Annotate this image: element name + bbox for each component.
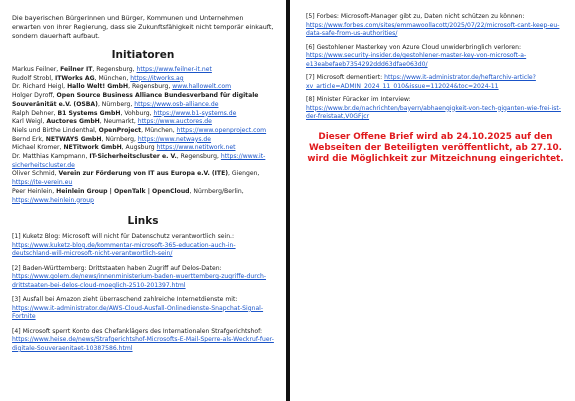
initiators-list bbox=[12, 66, 274, 205]
initiator-location: , Regensburg, bbox=[176, 153, 221, 161]
initiator-link[interactable]: https://www.it-sicherheitscluster.de bbox=[12, 153, 266, 169]
reference-link[interactable]: https://www.br.de/nachrichten/bayern/abhaengigkeit-von-tech-giganten-wie-frei-ist-der-freistaat,V0GFjcr bbox=[306, 104, 561, 120]
initiator-person: Bernd Erk, bbox=[12, 135, 46, 143]
references-right bbox=[306, 13, 565, 122]
initiator-location: , Nürnberg, bbox=[97, 100, 135, 108]
right-page bbox=[292, 0, 575, 401]
publication-notice: Dieser Offene Brief wird ab 24.10.2025 auf den Webseiten der Beteiligten veröffentlicht, ab 27.10. wird die Möglichkeit zur Mitzeichnung eingerichtet. bbox=[307, 131, 564, 164]
initiator-link[interactable]: https://www.auctores.de bbox=[137, 118, 212, 126]
initiator-person: Markus Feilner, bbox=[12, 66, 61, 73]
initiator-location: , Regensburg, bbox=[92, 66, 137, 73]
references-left bbox=[12, 233, 274, 353]
initiator-location: , Vohburg, bbox=[120, 109, 154, 117]
initiator-entry bbox=[12, 118, 274, 127]
initiator-link[interactable]: www.hallowelt.com bbox=[172, 83, 232, 91]
initiator-entry bbox=[12, 75, 274, 84]
reference-link[interactable]: https://www.heise.de/news/Strafgerichtshof-Microsofts-E-Mail-Sperre-als-Weckruf-fuer-digitale-Souveraenitaet-10387586.html bbox=[12, 336, 274, 352]
initiator-person: Dr. Richard Heigl, bbox=[12, 83, 68, 91]
reference-link[interactable]: https://www.it-administrator.de/heftarchiv-article?xv_article=ADMIN_2024_11_010&issue=112024&toc=2024-11 bbox=[306, 74, 536, 90]
initiator-org: Verein zur Förderung von IT aus Europa e.V. (ITE) bbox=[58, 170, 229, 178]
initiator-entry bbox=[12, 188, 274, 205]
reference-entry bbox=[306, 74, 565, 91]
reference-link[interactable]: https://www.forbes.com/sites/emmawoollacott/2025/07/22/microsoft-cant-keep-eu-data-safe-from-us-authorities/ bbox=[306, 21, 560, 37]
reference-link[interactable]: https://www.security-insider.de/gestohlener-master-key-von-microsoft-a-e13eabefaeb7354292ddd63dfae063d0/ bbox=[306, 52, 527, 68]
initiator-entry bbox=[12, 66, 274, 75]
initiator-person: Peer Heinlein, bbox=[12, 187, 57, 195]
initiator-person: Ralph Dehner, bbox=[12, 109, 58, 117]
initiator-org: Heinlein Group | OpenTalk | OpenCloud bbox=[56, 187, 190, 195]
initiator-entry bbox=[12, 127, 274, 136]
initiator-location: , Nürnberg, bbox=[101, 135, 138, 143]
initiator-person: Karl Weigl, bbox=[12, 118, 47, 126]
initiator-entry bbox=[12, 92, 274, 109]
reference-link[interactable]: https://www.golem.de/news/innenministerium-baden-wuerttemberg-zugriffe-durch-drittstaaten-bei-delos-cloud-moeglich-2510-201397.html bbox=[12, 273, 267, 289]
reference-title: [7] Microsoft dementiert: bbox=[306, 74, 385, 81]
initiator-location: , München, bbox=[141, 126, 177, 134]
initiator-entry bbox=[12, 153, 274, 170]
intro-paragraph: Die bayerischen Bürgerinnen und Bürger, Kommunen und Unternehmen erwarten von ihrer Regierung, dass sie Zukunftsfähigkeit nicht temporär einkauft, sondern dauerhaft aufbaut. bbox=[12, 14, 274, 40]
reference-entry bbox=[12, 233, 274, 259]
reference-title: [6] Gestohlener Masterkey von Azure Cloud unwiderbringlich verloren: bbox=[306, 43, 522, 51]
initiator-link[interactable]: https://www.feilner-it.net bbox=[136, 66, 212, 73]
reference-entry bbox=[306, 96, 565, 122]
initiator-link[interactable]: https://ite-verein.eu bbox=[12, 179, 73, 187]
initiator-person: Rudolf Strobl, bbox=[12, 74, 55, 82]
reference-title: [4] Microsoft sperrt Konto des Chefanklägers des Internationalen Strafgerichtshof: bbox=[12, 327, 263, 335]
initiator-location: , Giengen, bbox=[228, 170, 260, 178]
reference-title: [1] Kuketz Blog: Microsoft will nicht für Datenschutz verantwortlich sein.: bbox=[12, 233, 235, 241]
left-page bbox=[0, 0, 284, 401]
initiator-org: Feilner IT bbox=[60, 66, 93, 73]
initiator-link[interactable]: https://www.b1-systems.de bbox=[153, 109, 237, 117]
initiator-entry bbox=[12, 170, 274, 187]
reference-entry bbox=[12, 265, 274, 291]
initiator-org: B1 Systems GmbH bbox=[57, 109, 121, 117]
initiator-location: , Nürnberg/Berlin, bbox=[189, 187, 244, 195]
initiator-location: , Neumarkt, bbox=[99, 118, 138, 126]
initiator-org: Hallo Welt! GmbH bbox=[67, 83, 129, 91]
initiator-location: , München, bbox=[94, 74, 131, 82]
reference-entry bbox=[306, 13, 565, 39]
reference-link[interactable]: https://www.it-administrator.de/AWS-Cloud-Ausfall-Onlinedienste-Snapchat-Signal-Fortnite bbox=[12, 304, 264, 321]
initiator-link[interactable]: https://www.openproject.com bbox=[176, 126, 267, 134]
reference-entry bbox=[12, 328, 274, 354]
initiator-link[interactable]: https://www.netitwork.net bbox=[156, 144, 236, 152]
reference-title: [3] Ausfall bei Amazon zieht überraschend zahlreiche Internetdienste mit: bbox=[12, 296, 238, 304]
initiator-link[interactable]: https://www.netways.de bbox=[137, 135, 212, 143]
initiators-heading: Initiatoren bbox=[111, 49, 175, 61]
reference-title: [2] Baden-Württemberg: Drittstaaten haben Zugriff auf Delos-Daten: bbox=[12, 264, 222, 272]
initiator-link[interactable]: https://www.heinlein.group bbox=[12, 196, 94, 204]
links-heading: Links bbox=[127, 215, 159, 228]
initiator-person: Michael Kromer, bbox=[12, 144, 64, 152]
initiator-org: NETWAYS GmbH bbox=[45, 135, 102, 143]
initiator-entry bbox=[12, 83, 274, 92]
initiator-link[interactable]: https://itworks.ag bbox=[130, 74, 184, 82]
initiator-org: OpenProject bbox=[98, 126, 142, 134]
reference-entry bbox=[306, 44, 565, 70]
initiator-org: IT-Sicherheitscluster e. V. bbox=[89, 153, 177, 161]
reference-link[interactable]: https://www.kuketz-blog.de/kommentar-microsoft-365-education-auch-in-deutschland-will-microsoft-nicht-verantwortlich-sein/ bbox=[12, 241, 236, 258]
initiator-person: Oliver Schmid, bbox=[12, 170, 59, 178]
reference-entry bbox=[12, 296, 274, 322]
initiator-person: Dr. Matthias Kampmann, bbox=[12, 153, 90, 161]
initiator-org: Auctores GmbH bbox=[46, 118, 100, 126]
initiator-location: , Regensburg, bbox=[128, 83, 173, 91]
initiator-org: NETitwork GmbH bbox=[63, 144, 122, 152]
initiator-link[interactable]: https://www.osb-alliance.de bbox=[134, 100, 219, 108]
initiator-person: Niels und Birthe Lindenthal, bbox=[12, 126, 99, 134]
initiator-org: ITWorks AG bbox=[55, 74, 95, 82]
page-divider bbox=[286, 0, 290, 401]
initiator-entry bbox=[12, 136, 274, 145]
initiator-person: Holger Dyroff, bbox=[12, 92, 57, 100]
initiator-entry bbox=[12, 110, 274, 119]
initiator-entry bbox=[12, 144, 274, 153]
reference-title: [5] Forbes: Microsoft-Manager gibt zu, Daten nicht schützen zu können: bbox=[306, 13, 525, 20]
initiator-location: , Augsburg bbox=[121, 144, 157, 152]
reference-title: [8] Minister Füracker im Interview: bbox=[306, 96, 411, 103]
initiator-org: Open Source Business Alliance Bundesverband für digitale Souveränität e.V. (OSBA) bbox=[12, 92, 259, 108]
